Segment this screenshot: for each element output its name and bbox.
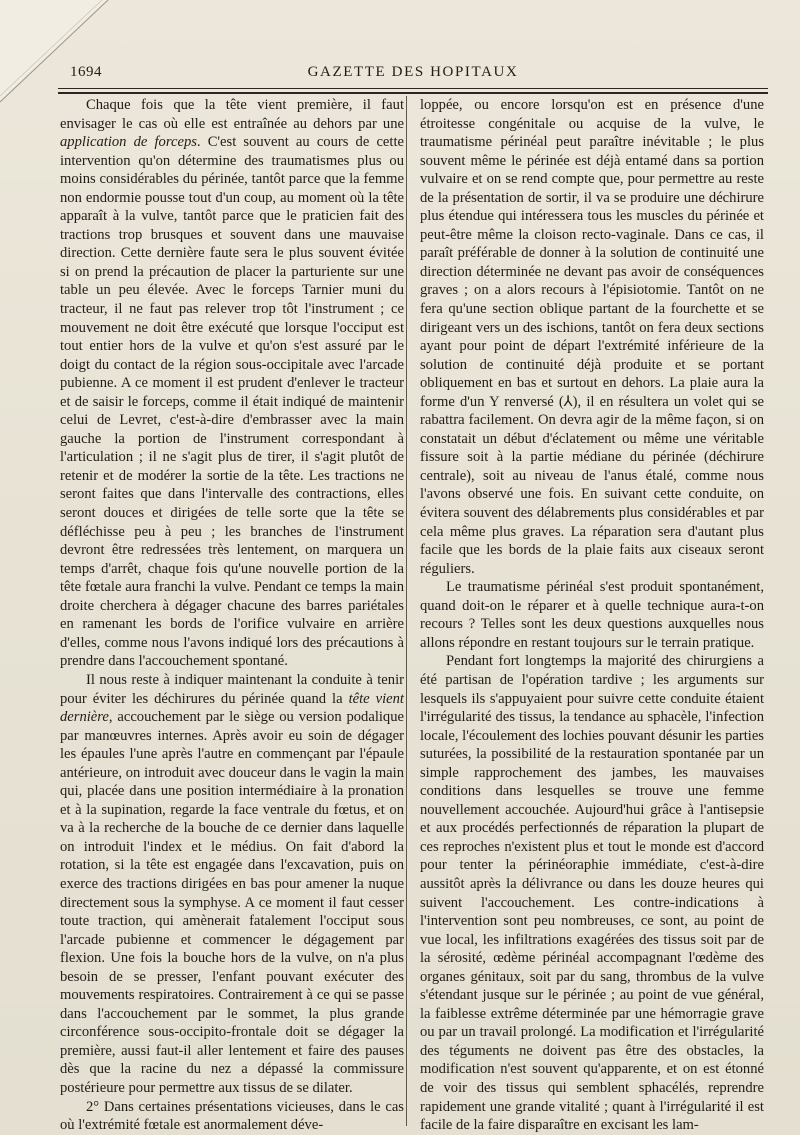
paragraph-tete-derniere xyxy=(60,671,404,1098)
header-rule-thin xyxy=(58,88,768,89)
paragraph-episiotomie: loppée, ou encore lorsqu'on est en présence d'une étroitesse congénitale ou acquise de la vulve, le traumatisme périnéal peut paraître inévitable ; le plus souvent même le périnée est déjà entamé dans sa portion vulvaire et on se rend compte que, pour permettre au reste de la présentation de sortir, il va se produire une déchirure plus étendue qui intéressera tous les muscles du périnée et peut-être même la cloison recto-vaginale. Dans ce cas, il paraît préférable de donner à la solution de continuité une direction déterminée ne devant pas avoir de conséquences graves ; on a alors recours à l'épisiotomie. Tantôt on ne fera qu'une section oblique partant de la fourchette et se dirigeant vers un des ischions, tantôt on fera deux sections ayant pour point de départ l'extrémité inférieure de la solution de continuité déjà produite et se portant obliquement en bas et surtout en dehors. La plaie aura la forme d'un Y renversé (⅄), il en résultera un volet qui se rabattra facilement. On devra agir de la même façon, si on constatait un début d'éclatement ou même une véritable fissure soit à la partie médiane du périnée (déchirure centrale), soit au niveau de l'anus étalé, comme nous l'avons observé une fois. En suivant cette conduite, on évitera souvent des délabrements plus considérables et par cela même plus graves. La réparation sera d'autant plus facile que les bords de la plaie faits aux ciseaux seront réguliers. xyxy=(420,97,764,577)
left-column xyxy=(60,96,404,1135)
page-number: 1694 xyxy=(70,64,102,80)
paragraph-tete-italic: tête vient dernière xyxy=(60,690,404,726)
paragraph-forceps-text-a: Chaque fois que la tête vient première, il faut envisager le cas où elle est entraînée au dehors par une xyxy=(60,97,404,132)
paragraph-forceps-text-b: . C'est souvent au cours de cette intervention qu'on détermine des traumatismes plus ou moins considérables du périnée, tantôt parce que la femme non endormie pousse tout d'un coup, au moment où la tête apparaît à la vulve, tantôt parce que le praticien fait des tractions trop brusques et souvent dans une mauvaise direction. Cette dernière faute sera le plus souvent évitée si on prend la précaution de placer la parturiente sur une table un peu élevée. Avec le forceps Tarnier muni du tracteur, il ne faut pas relever trop tôt l'instrument ; ce mouvement ne doit être exécuté que lorsque l'occiput est tout entier hors de la vulve et qu'on s'est assuré par le doigt du contact de la région sous-occipitale avec l'arcade pubienne. A ce moment il est prudent d'enlever le tracteur et de saisir le forceps, comme il était indiqué de maintenir celui de Levret, c'est-à-dire d'embrasser avec la main gauche la portion de l'instrument correspondant à l'articulation ; il ne s'agit plus de tirer, il s'agit plutôt de retenir et de modérer la sortie de la tête. Les tractions ne seront faites que dans l'intervalle des contractions, elles seront douces et dirigées de telle sorte que la tête se défléchisse peu à peu ; les branches de l'instrument devront être redressées très lentement, on marquera un temps d'arrêt, chaque fois qu'une nouvelle portion de la tête fœtale aura franchi la vulve. Pendant ce temps la main droite cherchera à dégager chacune des barres pariétales en ramenant les bords de l'orifice vulvaire en arrière d'elles, comme nous l'avons indiqué lors des précautions à prendre dans l'accouchement spontané. xyxy=(60,134,404,670)
paragraph-tete-text-b: , accouchement par le siège ou version podalique par manœuvres internes. Après avoir eu soin de dégager les épaules l'une après l'autre en commençant par l'épaule antérieure, on introduit avec douceur dans le vagin la main qui, placée dans une position intermédiaire à la pronation et à la supination, regarde la face ventrale du fœtus, et on va à la recherche de la bouche de ce dernier dans laquelle on introduit l'index et le médius. On fait d'abord la rotation, si la tête est engagée dans l'excavation, puis on exerce des tractions dirigées en bas pour amener la nuque directement sous la symphyse. A ce moment il faut cesser toute traction, qui amènerait fatalement l'occiput sous l'arcade pubienne et commencer le dégagement par flexion. Une fois la bouche hors de la vulve, on n'a plus besoin de se presser, l'enfant pouvant exécuter des mouvements respiratoires. Contrairement à ce qui se passe dans l'accouchement par le sommet, la plus grande circonférence sous-occipito-frontale doit se dégager la première, aussi faut-il aller lentement et faire des pauses dès que la racine du nez a dépassé la commissure postérieure pour permettre aux tissus de se dilater. xyxy=(60,709,404,1096)
paragraph-forceps-italic: application de forceps xyxy=(60,134,197,151)
page-header xyxy=(58,60,768,90)
journal-title: GAZETTE DES HOPITAUX xyxy=(307,64,519,80)
paragraph-forceps xyxy=(60,96,404,671)
paragraph-tete-text-a: Il nous reste à indiquer maintenant la conduite à tenir pour éviter les déchirures du périnée quand la xyxy=(60,671,404,707)
paragraph-operation-tardive: Pendant fort longtemps la majorité des chirurgiens a été partisan de l'opération tardive ; les arguments sur lesquels ils s'appuyaient pour suivre cette conduite étaient l'irrégularité des tissus, la tendance au sphacèle, l'infection locale, l'écoulement des lochies pouvant désunir les parties suturées, la possibilité de la restauration spontanée par un simple rapprochement des jambes, les mauvaises conditions dans lesquelles se trouve une femme nouvellement accouchée. Aujourd'hui grâce à l'antisepsie et aux procédés perfectionnés de réparation la plupart de ces reproches n'existent plus et tout le monde est d'accord pour tenter la périnéoraphie immédiate, c'est-à-dire aussitôt après la délivrance ou dans les douze heures qui suivent l'accouchement. Les contre-indications à l'intervention sont peu nombreuses, ce sont, au point de vue local, les infiltrations exagérées des tissus soit par de la sérosité, œdème périnéal accompagnant l'œdème des organes génitaux, soit par du sang, thrombus de la vulve s'étendant jusque sur le périnée ; au point de vue général, la faiblesse extrême déterminée par une hémorragie grave ou par un travail prolongé. La modification et l'irrégularité des téguments ne doivent pas être des obstacles, la modification n'est souvent qu'apparente, et on est étonné de voir des tissus qui semblent sphacélés, reprendre rapidement une grande vitalité ; quant à l'irrégularité il est facile de la faire disparaître en excisant les lam- xyxy=(420,653,764,1134)
header-rule-thick xyxy=(58,92,768,94)
right-column xyxy=(420,96,764,1135)
paragraph-presentations-vicieuses: 2° Dans certaines présentations vicieuses, dans le cas où l'extrémité fœtale est anormalement déve- xyxy=(60,1098,404,1134)
paragraph-traumatisme-spontane: Le traumatisme périnéal s'est produit spontanément, quand doit-on le réparer et à quelle technique aura-t-on recours ? Telles sont les deux questions auxquelles nous allons répondre en restant toujours sur le terrain pratique. xyxy=(420,579,764,651)
column-divider xyxy=(406,96,407,1126)
